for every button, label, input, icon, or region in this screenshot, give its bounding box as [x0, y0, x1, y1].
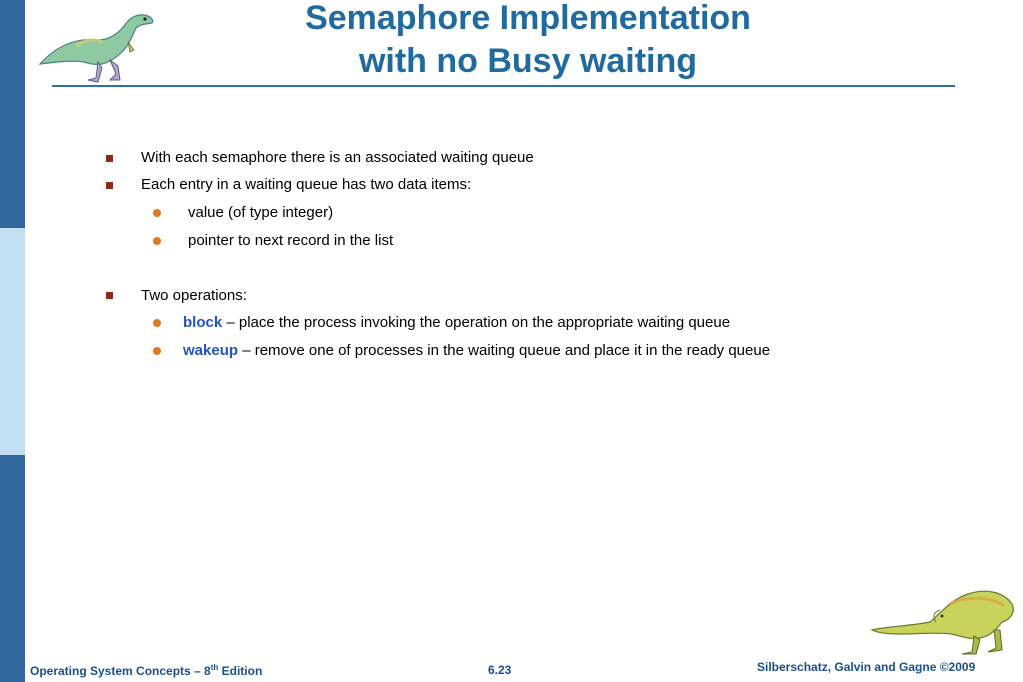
- footer-book-suffix: Edition: [218, 664, 263, 678]
- dinosaur-top-left-icon: [36, 6, 160, 84]
- footer-authors: Silberschatz, Galvin and Gagne ©2009: [757, 660, 976, 674]
- sidebar-top-band: [0, 0, 25, 228]
- sub-bullet-text: value (of type integer): [188, 204, 334, 221]
- keyword-block: block: [183, 314, 223, 331]
- bullet-text: Each entry in a waiting queue has two data items:: [141, 176, 472, 193]
- bullet-text: Two operations:: [141, 287, 247, 304]
- title-divider: [52, 85, 955, 87]
- operation-wakeup: [183, 342, 770, 359]
- round-bullet: [153, 347, 161, 355]
- square-bullet: [106, 182, 113, 189]
- bullet-text: With each semaphore there is an associated waiting queue: [141, 149, 534, 166]
- dinosaur-bottom-right-icon: [870, 586, 1016, 656]
- square-bullet: [106, 155, 113, 162]
- footer-page-number: 6.23: [488, 663, 512, 677]
- footer-book-prefix: Operating System Concepts – 8: [30, 664, 211, 678]
- round-bullet: [153, 319, 161, 327]
- footer-edition-superscript: th: [210, 663, 219, 672]
- sub-bullet-text: pointer to next record in the list: [188, 232, 394, 249]
- title-line-1: Semaphore Implementation: [305, 0, 751, 37]
- round-bullet: [153, 237, 161, 245]
- footer-book-title: [30, 663, 262, 678]
- operation-block: [183, 314, 730, 331]
- operation-description: – place the process invoking the operation on the appropriate waiting queue: [222, 314, 731, 331]
- square-bullet: [106, 292, 113, 299]
- keyword-wakeup: wakeup: [183, 342, 239, 359]
- round-bullet: [153, 209, 161, 217]
- sidebar-bottom-band: [0, 455, 25, 682]
- title-line-2: with no Busy waiting: [358, 42, 698, 80]
- sidebar-middle-band: [0, 228, 25, 455]
- slide-title: [250, 0, 806, 83]
- operation-description: – remove one of processes in the waiting queue and place it in the ready queue: [238, 342, 771, 359]
